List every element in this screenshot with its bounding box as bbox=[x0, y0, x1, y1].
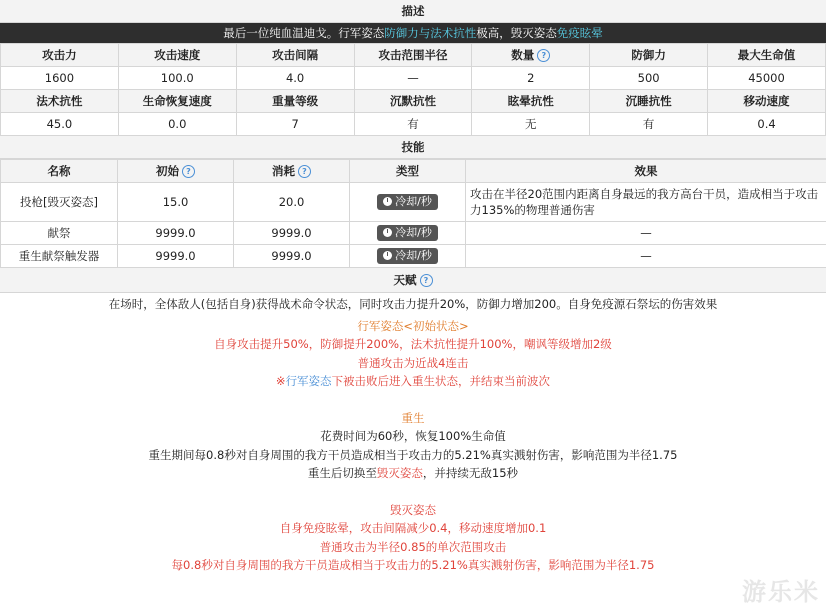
stat-value: 1600 bbox=[1, 67, 119, 90]
rebirth-line: 重生后切换至毁灭姿态，并持续无敌15秒 bbox=[307, 466, 519, 480]
stat-value: 45.0 bbox=[1, 113, 119, 136]
talent-intro: 在场时，全体敌人(包括自身)获得战术命令状态，同时攻击力提升20%，防御力增加200。自身免疫源石祭坛的伤害效果 bbox=[108, 297, 718, 311]
cooldown-badge: 冷却/秒 bbox=[377, 194, 438, 210]
march-stance-note: ※行军姿态下被击败后进入重生状态，并结束当前波次 bbox=[275, 374, 551, 388]
rebirth-line: 花费时间为60秒，恢复100%生命值 bbox=[320, 429, 506, 443]
march-stance-line: 自身攻击提升50%，防御提升200%，法术抗性提升100%，嘲讽等级增加2级 bbox=[214, 337, 612, 351]
stat-value: 有 bbox=[354, 113, 472, 136]
skill-type bbox=[350, 245, 466, 268]
march-stance-line: 普通攻击为近战4连击 bbox=[357, 355, 469, 370]
watermark: 游乐米 bbox=[742, 578, 820, 606]
cooldown-badge: 冷却/秒 bbox=[377, 248, 438, 264]
stat-value: 45000 bbox=[708, 67, 826, 90]
stat-value: 4.0 bbox=[236, 67, 354, 90]
skill-name: 重生献祭触发器 bbox=[1, 245, 118, 268]
skill-effect: — bbox=[466, 222, 826, 245]
stat-value: 0.0 bbox=[118, 113, 236, 136]
stat-header: 生命恢复速度 bbox=[118, 90, 236, 113]
skills-header: 技能 bbox=[0, 136, 826, 159]
skill-effect: 攻击在半径20范围内距离自身最远的我方高台干员，造成相当于攻击力135%的物理普通伤害 bbox=[466, 183, 826, 222]
destroy-stance-line: 自身免疫眩晕，攻击间隔减少0.4，移动速度增加0.1 bbox=[279, 521, 547, 535]
skill-col-init: 初始 ? bbox=[118, 160, 234, 183]
talent-header: 天赋 ? bbox=[0, 268, 826, 293]
stat-header: 法术抗性 bbox=[1, 90, 119, 113]
cooldown-badge: 冷却/秒 bbox=[377, 225, 438, 241]
skill-name: 献祭 bbox=[1, 222, 118, 245]
skill-name: 投枪[毁灭姿态] bbox=[1, 183, 118, 222]
stat-value: 有 bbox=[590, 113, 708, 136]
help-icon[interactable]: ? bbox=[182, 165, 195, 178]
stat-header: 攻击力 bbox=[1, 44, 119, 67]
stats-value-row-1 bbox=[1, 67, 826, 90]
talent-body bbox=[0, 293, 826, 575]
rebirth-line: 重生期间每0.8秒对自身周围的我方干员造成相当于攻击力的5.21%真实溅射伤害，影响范围为半径1.75 bbox=[148, 447, 678, 462]
skill-col-type: 类型 bbox=[350, 160, 466, 183]
stat-value: 无 bbox=[472, 113, 590, 136]
stats-header-row-2 bbox=[1, 90, 826, 113]
stat-value: 100.0 bbox=[118, 67, 236, 90]
stats-value-row-2 bbox=[1, 113, 826, 136]
skill-col-name: 名称 bbox=[1, 160, 118, 183]
stat-header: 攻击间隔 bbox=[236, 44, 354, 67]
skill-col-effect: 效果 bbox=[466, 160, 826, 183]
clock-icon bbox=[383, 197, 392, 206]
skill-cost: 9999.0 bbox=[234, 222, 350, 245]
stat-header: 沉睡抗性 bbox=[590, 90, 708, 113]
clock-icon bbox=[383, 228, 392, 237]
march-stance-title: 行军姿态<初始状态> bbox=[357, 318, 469, 333]
stat-value: — bbox=[354, 67, 472, 90]
stat-header: 最大生命值 bbox=[708, 44, 826, 67]
highlight-defense: 防御力与法术抗性 bbox=[384, 26, 477, 40]
stat-value: 500 bbox=[590, 67, 708, 90]
stat-header: 眩晕抗性 bbox=[472, 90, 590, 113]
stat-header: 攻击范围半径 bbox=[354, 44, 472, 67]
skill-row bbox=[1, 222, 826, 245]
skill-init: 9999.0 bbox=[118, 222, 234, 245]
stats-table bbox=[0, 43, 826, 136]
stats-header-row-1 bbox=[1, 44, 826, 67]
stat-header: 沉默抗性 bbox=[354, 90, 472, 113]
skill-row bbox=[1, 245, 826, 268]
stat-value: 7 bbox=[236, 113, 354, 136]
clock-icon bbox=[383, 251, 392, 260]
help-icon[interactable]: ? bbox=[298, 165, 311, 178]
destroy-stance-title: 毁灭姿态 bbox=[390, 502, 436, 517]
stat-header-count: 数量 ? bbox=[472, 44, 590, 67]
description-banner: 最后一位纯血温迪戈。行军姿态防御力与法术抗性极高，毁灭姿态免疫眩晕 bbox=[0, 23, 826, 43]
description-header: 描述 bbox=[0, 0, 826, 23]
skill-type bbox=[350, 222, 466, 245]
highlight-stun-immune: 免疫眩晕 bbox=[556, 26, 603, 40]
stat-value: 0.4 bbox=[708, 113, 826, 136]
destroy-stance-line: 每0.8秒对自身周围的我方干员造成相当于攻击力的5.21%真实溅射伤害，影响范围为半径1.75 bbox=[171, 558, 655, 572]
stat-header: 重量等级 bbox=[236, 90, 354, 113]
stat-header: 移动速度 bbox=[708, 90, 826, 113]
skill-row bbox=[1, 183, 826, 222]
help-icon[interactable]: ? bbox=[537, 49, 550, 62]
skill-type bbox=[350, 183, 466, 222]
skills-table bbox=[0, 159, 826, 268]
skill-init: 9999.0 bbox=[118, 245, 234, 268]
skill-effect: — bbox=[466, 245, 826, 268]
stat-header: 防御力 bbox=[590, 44, 708, 67]
skills-header-row bbox=[1, 160, 826, 183]
stat-value: 2 bbox=[472, 67, 590, 90]
skill-init: 15.0 bbox=[118, 183, 234, 222]
stat-header: 攻击速度 bbox=[118, 44, 236, 67]
rebirth-title: 重生 bbox=[401, 410, 425, 425]
skill-cost: 9999.0 bbox=[234, 245, 350, 268]
skill-col-cost: 消耗 ? bbox=[234, 160, 350, 183]
help-icon[interactable]: ? bbox=[420, 274, 433, 287]
destroy-stance-line: 普通攻击为半径0.85的单次范围攻击 bbox=[319, 539, 507, 554]
skill-cost: 20.0 bbox=[234, 183, 350, 222]
